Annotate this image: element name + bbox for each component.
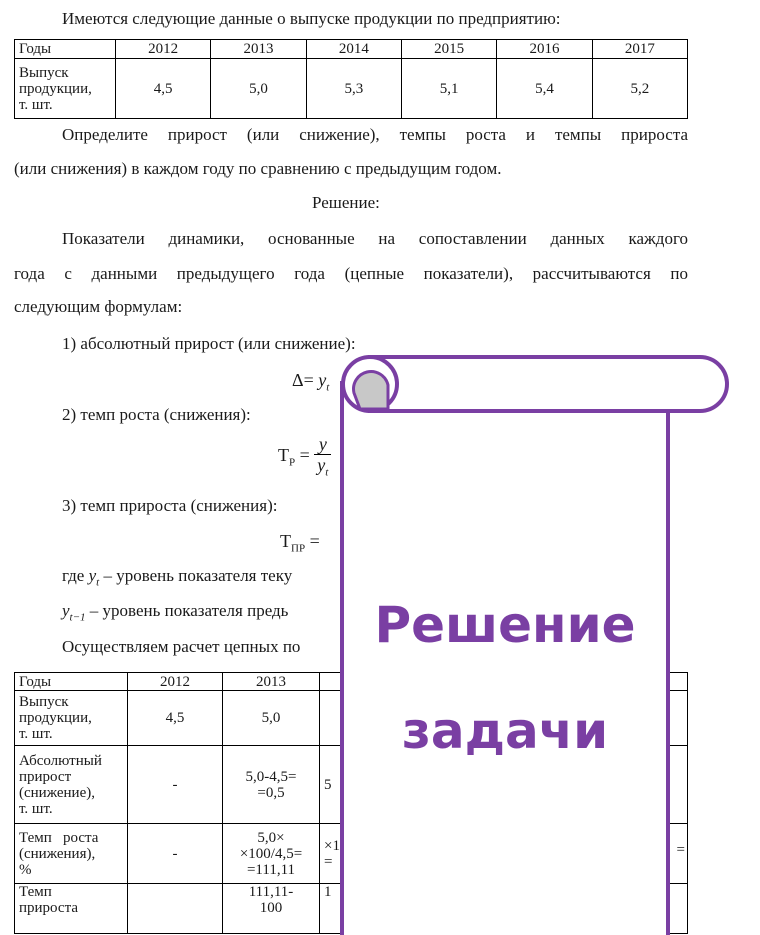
overlay-title-line-2: задачи [401,702,609,760]
overlay-title-line-1: Решение [374,596,636,654]
previous-level-line: $y_{t-1}$ – уровень показателя предь [62,601,289,624]
row-label-absolute-growth: Абсолютный прирост (снижение), т. шт. [15,746,128,824]
year-cell: 2017 [592,40,687,59]
table-header-years: Годы [15,40,116,59]
value-cell: 111,11- 100 [223,884,320,934]
year-cell: 2016 [497,40,592,59]
item-3: 3) темп прироста (снижения): [62,496,278,515]
value-cell: 5,0× ×100/4,5= =111,11 [223,824,320,884]
value-cell: - [128,746,223,824]
value-cell: 5,0 [211,59,306,119]
year-cell: 2014 [306,40,401,59]
year-cell: 2013 [211,40,306,59]
value-cell: 1 [320,884,688,934]
row-label-output: Выпуск продукции, т. шт. [15,59,116,119]
value-cell [128,884,223,934]
right-edge-fragment: = [676,842,685,858]
value-cell: 4,5 [116,59,211,119]
year-cell: 2013 [223,673,320,691]
value-cell: 5 [320,746,688,824]
calc-line: Осуществляем расчет цепных по [62,637,301,656]
value-cell: 5,1 [401,59,496,119]
value-cell: 5,2 [592,59,687,119]
row-label-growth-rate: Темп роста (снижения), % [15,824,128,884]
value-cell: - [128,824,223,884]
production-table [14,39,688,119]
solution-heading: Решение: [312,193,380,212]
task-line-1: Определите прирост (или снижение), темпы роста и темпы прироста [62,125,688,144]
value-cell: 5,0-4,5= =0,5 [223,746,320,824]
year-cell: 2012 [116,40,211,59]
value-cell: 5,4 [497,59,592,119]
para1-line-3: следующим формулам: [14,297,183,316]
value-cell: 5,3 [306,59,401,119]
item-2: 2) темп роста (снижения): [62,405,251,424]
para1-line-2: года с данными предыдущего года (цепные показатели), рассчитываются по [14,264,688,283]
row-label-growth-increment: Темп прироста [15,884,128,934]
para1-line-1: Показатели динамики, основанные на сопоставлении данных каждого [62,229,688,248]
year-cell: 2015 [401,40,496,59]
formula-2: $Т_Р$ = $\frac{y}{y_t}$ [278,434,331,483]
row-label-output: Выпуск продукции, т. шт. [15,691,128,746]
formula-1: $\Delta= y_t$ [292,370,330,394]
intro-text: Имеются следующие данные о выпуске продукции по предприятию: [62,9,561,28]
formula-3: $Т_{ПР}$ = [280,531,320,555]
year-cell: 2012 [128,673,223,691]
value-cell: ×1 = = [320,824,688,884]
value-cell: 5,0 [223,691,320,746]
task-line-2: (или снижения) в каждом году по сравнению с предыдущим годом. [14,159,502,178]
item-1: 1) абсолютный прирост (или снижение): [62,334,356,353]
value-cell: 4,5 [128,691,223,746]
where-line: где $y_t$ – уровень показателя теку [62,566,293,589]
table2-header-years: Годы [15,673,128,691]
